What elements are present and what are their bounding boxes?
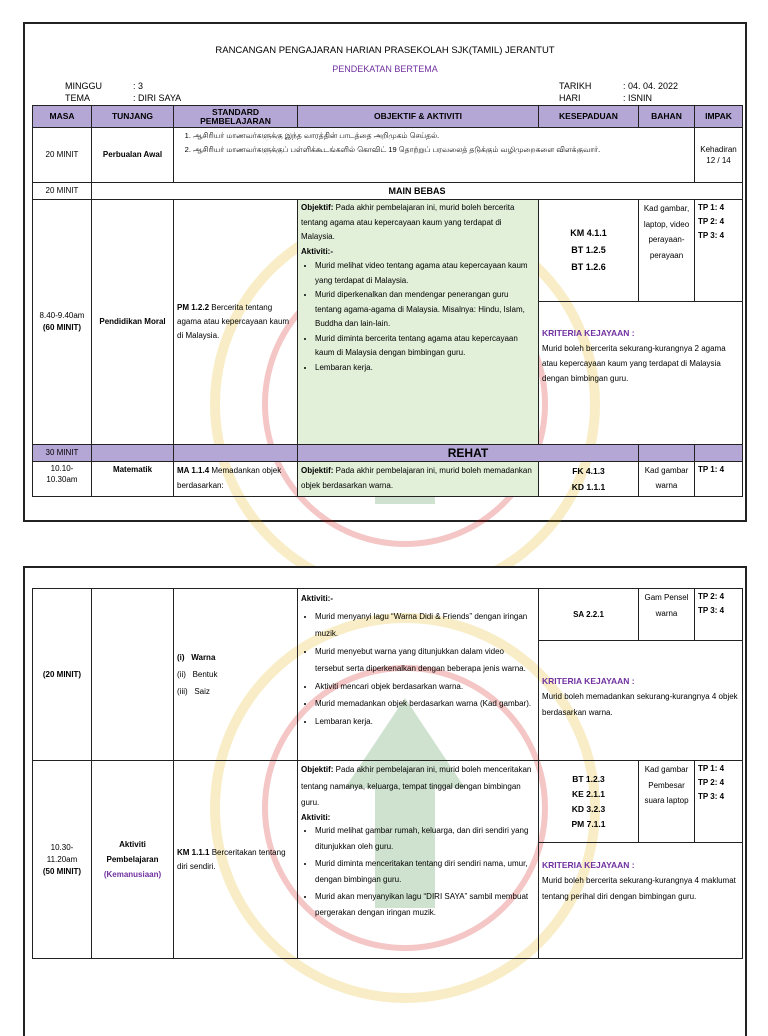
document-subtitle: PENDEKATAN BERTEMA [332, 64, 438, 74]
moral-kesepaduan [539, 200, 639, 302]
row-perbualan-awal [33, 128, 743, 183]
impak-level: TP 3: 4 [698, 606, 725, 615]
aktiviti-kriteria-title: KRITERIA KEJAYAAN : [542, 860, 635, 870]
row-aktiviti-pembelajaran [33, 761, 743, 843]
kesepaduan-code: FK 4.1.3 [572, 466, 605, 476]
moral-aktiviti-item: • Lembaran kerja. [315, 361, 535, 376]
matematik2-aktiviti-item: • Murid menyanyi lagu “Warna Didi & Friends” dengan iringan muzik. [315, 608, 535, 643]
rehat-label: REHAT [298, 445, 639, 462]
kesepaduan-code: PM 7.1.1 [571, 818, 606, 829]
tarikh-label: TARIKH [559, 81, 592, 91]
matematik-impak: TP 1: 4 [695, 462, 743, 497]
impak-level: TP 3: 4 [698, 231, 725, 240]
moral-tunjang: Pendidikan Moral [92, 200, 174, 445]
matematik-standard [174, 462, 298, 497]
moral-standard-text: Bercerita tentang agama atau kepercayaan kaum di Malaysia. [177, 303, 290, 340]
subitem-text: Warna [191, 653, 216, 662]
aktiviti-kesepaduan [539, 761, 639, 843]
subitem-text: Bentuk [192, 670, 218, 679]
perbualan-content [174, 128, 695, 183]
impak-level: TP 1: 4 [698, 764, 725, 773]
matematik-kesepaduan [539, 462, 639, 497]
matematik2-aktiviti-item: • Aktiviti mencari objek berdasarkan warna. [315, 678, 535, 696]
moral-aktiviti-item: • Murid diminta bercerita tentang agama atau kepercayaan kaum di Malaysia dengan bimbingan guru. [315, 332, 535, 361]
moral-bahan: Kad gambar, laptop, video perayaan-perayaan [639, 200, 695, 302]
aktiviti-masa-duration: (50 MINIT) [42, 866, 82, 876]
hari-label: HARI [559, 93, 581, 103]
moral-aktiviti-label: Aktiviti:- [301, 246, 333, 256]
col-masa: MASA [33, 106, 92, 128]
rehat-empty [695, 445, 743, 462]
kesepaduan-code: KD 1.1.1 [571, 482, 606, 492]
aktiviti-masa [33, 761, 92, 959]
rehat-empty [92, 445, 174, 462]
minggu-label: MINGGU [65, 81, 102, 91]
standard-subitem [177, 649, 294, 666]
lesson-plan-table-continued [32, 588, 743, 959]
impak-level: TP 3: 4 [698, 792, 725, 801]
matematik2-kesepaduan: SA 2.2.1 [539, 589, 639, 641]
kesepaduan-code: KE 2.1.1 [571, 788, 606, 799]
aktiviti-item: • Murid akan menyanyikan lagu “DIRI SAYA” sambil membuat pergerakan dengan iringan muzik. [315, 889, 535, 922]
rehat-masa: 30 MINIT [33, 445, 92, 462]
moral-impak [695, 200, 743, 302]
perbualan-tunjang: Perbualan Awal [92, 128, 174, 183]
hari-value: : ISNIN [623, 93, 653, 103]
table-header-row [33, 106, 743, 128]
perbualan-item: 1. ஆசிரியர் மாணவர்களுக்கு இந்த வாரத்தின் பாடத்தை அறிமுகம் செய்தல். [193, 129, 691, 143]
impak-level: TP 2: 4 [698, 217, 725, 226]
document-page-2 [23, 566, 747, 1036]
row-main-bebas [33, 183, 743, 200]
aktiviti-objektif-text: Pada akhir pembelajaran ini, murid boleh menceritakan tentang namanya, keluarga, tempat tinggal dengan bimbingan guru. [301, 765, 532, 807]
col-objektif: OBJEKTIF & AKTIVITI [298, 106, 539, 128]
matematik2-standard [174, 589, 298, 761]
document-title: RANCANGAN PENGAJARAN HARIAN PRASEKOLAH SJK(TAMIL) JERANTUT [215, 45, 555, 56]
aktiviti-bahan: Kad gambar Pembesar suara laptop [639, 761, 695, 843]
matematik-objektif-label: Objektif: [301, 466, 334, 475]
kesepaduan-code: BT 1.2.5 [571, 245, 606, 255]
moral-objektif-text: Pada akhir pembelajaran ini, murid boleh bercerita tentang agama atau kepercayaan kaum yang terdapat di Malaysia. [301, 203, 515, 241]
impak-level: TP 1: 4 [698, 203, 725, 212]
col-impak: IMPAK [695, 106, 743, 128]
row-rehat [33, 445, 743, 462]
moral-standard-code: PM 1.2.2 [177, 303, 210, 312]
moral-masa [33, 200, 92, 445]
rehat-empty [174, 445, 298, 462]
perbualan-item: 2. ஆசிரியர் மாணவர்களுக்குப் பள்ளிக்கூடங்களில் கொவிட் 19 தொற்றுப் பரவலைத் தடுக்கும் வழிமுறைகளை விளக்குவார். [193, 143, 691, 157]
subitem-num: (i) [177, 653, 185, 662]
aktiviti-objektif-label: Objektif: [301, 765, 334, 774]
matematik2-aktiviti-label: Aktiviti:- [301, 594, 333, 603]
matematik2-aktiviti-item: • Lembaran kerja. [315, 713, 535, 731]
matematik2-tunjang-empty [92, 589, 174, 761]
rehat-empty [639, 445, 695, 462]
moral-objektif [298, 200, 539, 445]
matematik2-kriteria-title: KRITERIA KEJAYAAN : [542, 676, 635, 686]
moral-aktiviti-item: • Murid diperkenalkan dan mendengar penerangan guru tentang agama-agama di Malaysia. Misalnya: Hindu, Islam, Buddha dan lain-lain. [315, 288, 535, 332]
aktiviti-tunjang-sub: (Kemanusiaan) [103, 870, 162, 879]
matematik-standard-text: Memadankan objek berdasarkan: [177, 466, 282, 490]
moral-masa-time: 8.40-9.40am [39, 311, 85, 320]
subitem-text: Saiz [194, 687, 210, 696]
main-bebas-masa: 20 MINIT [33, 183, 92, 200]
matematik-bahan: Kad gambar warna [639, 462, 695, 497]
aktiviti-kriteria-text: Murid boleh bercerita sekurang-kurangnya 4 maklumat tentang perihal diri dengan bimbingan guru. [542, 876, 736, 901]
aktiviti-aktiviti-label: Aktiviti: [301, 812, 331, 822]
matematik2-bahan: Gam Pensel warna [639, 589, 695, 641]
aktiviti-item: • Murid diminta menceritakan tentang diri sendiri nama, umur, dengan bimbingan guru. [315, 856, 535, 889]
matematik2-aktiviti-item: • Murid menyebut warna yang ditunjukkan dalam video tersebut serta diperkenalkan dengan beberapa jenis warna. [315, 643, 535, 678]
aktiviti-objektif [298, 761, 539, 959]
aktiviti-item: • Murid melihat gambar rumah, keluarga, dan diri sendiri yang ditunjukkan oleh guru. [315, 823, 535, 856]
matematik-objektif [298, 462, 539, 497]
matematik2-aktiviti-item: • Murid memadankan objek berdasarkan warna (Kad gambar). [315, 695, 535, 713]
col-standard: STANDARD PEMBELAJARAN [174, 106, 298, 128]
moral-objektif-label: Objektif: [301, 203, 334, 212]
perbualan-masa: 20 MINIT [33, 128, 92, 183]
col-bahan: BAHAN [639, 106, 695, 128]
kesepaduan-code: KM 4.1.1 [570, 228, 607, 238]
minggu-value: : 3 [133, 81, 144, 91]
matematik-masa: 10.10-10.30am [33, 462, 92, 497]
moral-kriteria [539, 302, 743, 445]
moral-masa-duration: (60 MINIT) [42, 323, 82, 332]
kesepaduan-code: BT 1.2.6 [571, 262, 606, 272]
aktiviti-tunjang [92, 761, 174, 959]
aktiviti-standard [174, 761, 298, 959]
row-pendidikan-moral [33, 200, 743, 302]
matematik2-masa: (20 MINIT) [33, 589, 92, 761]
kesepaduan-code: KD 3.2.3 [571, 803, 606, 814]
col-kesepaduan: KESEPADUAN [539, 106, 639, 128]
standard-subitem [177, 683, 294, 700]
tema-label: TEMA [65, 93, 91, 103]
matematik2-kriteria-text: Murid boleh memadankan sekurang-kurangnya 4 objek berdasarkan warna. [542, 692, 738, 717]
matematik-standard-code: MA 1.1.4 [177, 466, 210, 475]
moral-kriteria-text: Murid boleh bercerita sekurang-kurangnya 2 agama atau kepercayaan kaum yang terdapat di Malaysia dengan bimbingan guru. [542, 344, 726, 383]
subitem-num: (ii) [177, 670, 186, 679]
impak-level: TP 2: 4 [698, 592, 725, 601]
tarikh-value: : 04. 04. 2022 [623, 81, 679, 91]
aktiviti-standard-code: KM 1.1.1 [177, 847, 210, 857]
impak-level: TP 2: 4 [698, 778, 725, 787]
moral-aktiviti-item: • Murid melihat video tentang agama atau kepercayaan kaum yang terdapat di Malaysia. [315, 259, 535, 288]
tema-value: : DIRI SAYA [133, 93, 182, 103]
col-tunjang: TUNJANG [92, 106, 174, 128]
moral-kriteria-title: KRITERIA KEJAYAAN : [542, 328, 635, 338]
matematik-objektif-text: Pada akhir pembelajaran ini, murid boleh memadankan objek berdasarkan warna. [301, 466, 532, 490]
lesson-plan-table [32, 105, 743, 497]
matematik-tunjang: Matematik [92, 462, 174, 497]
aktiviti-masa-time: 10.30-11.20am [46, 842, 78, 864]
row-matematik-continued [33, 589, 743, 641]
kesepaduan-code: BT 1.2.3 [572, 773, 605, 784]
row-matematik [33, 462, 743, 497]
perbualan-impak: Kehadiran 12 / 14 [695, 128, 743, 183]
aktiviti-tunjang-label: Aktiviti Pembelajaran [106, 840, 159, 864]
standard-subitem [177, 666, 294, 683]
aktiviti-standard-text: Berceritakan tentang diri sendiri. [177, 847, 286, 871]
moral-standard [174, 200, 298, 445]
matematik2-impak [695, 589, 743, 641]
matematik2-kriteria [539, 641, 743, 761]
matematik2-aktiviti [298, 589, 539, 761]
main-bebas-label: MAIN BEBAS [92, 183, 743, 200]
document-page-1 [23, 22, 747, 522]
aktiviti-kriteria [539, 843, 743, 959]
subitem-num: (iii) [177, 687, 188, 696]
aktiviti-impak [695, 761, 743, 843]
